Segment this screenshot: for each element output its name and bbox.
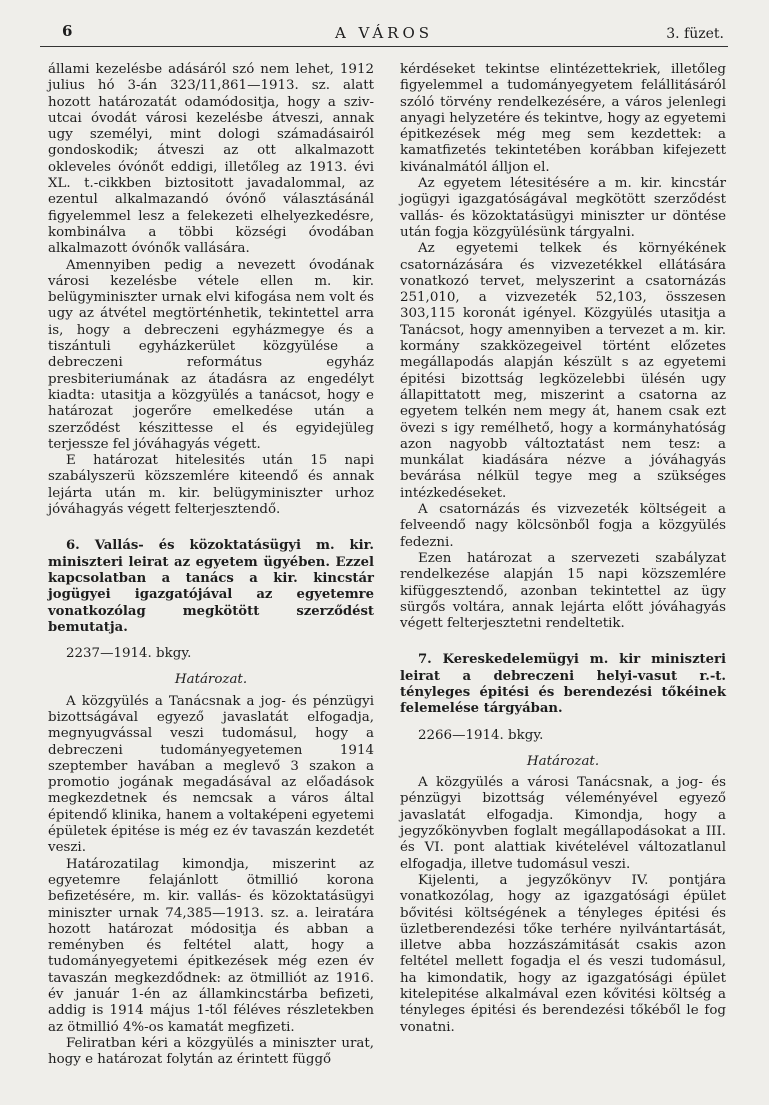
paragraph: A csatornázás és vizvezeték költségeit a felveendő nagy kölcsönből fogja a közgyülés fedezni. <box>400 502 726 550</box>
resolution-heading: Határozat. <box>526 753 600 769</box>
paragraph: Az egyetemi telkek és környékének csatornázására és vizvezetékkel ellátására vonatkozó tervet, melyszerint a csatornázás 251,010, a vizvezeték 52,103, összesen 303,115 koronát igényel. Közgyülés utasitja a Tanácsot, hogy amennyiben a tervezet a m. kir. kormány szakközegeivel történt előzetes megállapodás alapján készült s az egyetemi épitési bizottság legközelebbi ülésén ugy állapittatott meg, miszerint a csatorna az egyetem telkén nem megy át, hanem csak ezt övezi s igy remélhető, hogy a kormányhatóság azon nagyobb változtatást nem tesz: a munkálat kiadására nézve a jóváhagyás bevárása nélkül tegye meg a szükséges intézkedéseket. <box>400 241 726 501</box>
paragraph: Az egyetem létesitésére a m. kir. kincstár jogügyi igazgatóságával megkötött szerződést vallás- és közoktatásügyi miniszter ur döntése után fogja közgyülésünk tárgyalni. <box>400 176 726 240</box>
section-heading: 6. Vallás- és közoktatásügyi m. kir. miniszteri leirat az egyetem ügyében. Ezzel kapcsolatban a tanács a kir. kincstár jogügyei igazgatójával az egyetemre vonatkozólag megkötött szerződést bemutatja. <box>48 538 374 635</box>
reference-number: 2237—1914. bkgy. <box>66 646 192 662</box>
journal-title: A VÁROS <box>334 24 434 42</box>
resolution-heading: Határozat. <box>174 672 248 688</box>
paragraph: Határozatilag kimondja, miszerint az egyetemre felajánlott ötmillió korona befizetésére, m. kir. vallás- és közoktatásügyi miniszter urnak 74,385—1913. sz. a. leiratára hozott határozat módositja és abban a reményben és feltétel alatt, hogy a tudományegyetemi épitkezések még ezen év tavaszán megkezdődnek: az ötmilliót az 1916. év január 1-én az államkincstárba befizeti, addig is 1914 május 1-től féléves részletekben az ötmillió 4%-os kamatát megfizeti. <box>48 856 374 1035</box>
issue-number: 3. füzet. <box>666 26 724 42</box>
paragraph: Ezen határozat a szervezeti szabályzat rendelkezése alapján 15 napi közszemlére kifüggesztendő, azonban tekintettel az ügy sürgős voltára, annak lejárta előtt jóváhagyás végett felterjesztetni rendeltetik. <box>400 550 726 632</box>
paragraph: Feliratban kéri a közgyülés a miniszter urat, hogy e határozat folytán az érintett függő <box>48 1035 374 1068</box>
paragraph: állami kezelésbe adásáról szó nem lehet, 1912 julius hó 3-án 323/11,861—1913. sz. alatt hozott határozatát odamódositja, hogy a sziv-utcai óvodát városi kezelésbe átveszi, annak ugy személyi, mint dologi számadásairól gondoskodik; átveszi az ott alkalmazott okleveles óvónőt eddigi, illetőleg az 1913. évi XL. t.-cikkben biztositott javadalommal, az ezentul alkalmazandó óvónő választásánál figyelemmel lesz a felekezeti elhelyezkedésre, kombinálva a többi községi óvodában alkalmazott óvónők vallására. <box>48 62 374 257</box>
section-heading: 7. Kereskedelemügyi m. kir miniszteri leirat a debreczeni helyi-vasut r.-t. tényleges épitési és berendezési tőkéinek felemelése tárgyában. <box>400 652 726 717</box>
left-column <box>48 62 374 1069</box>
reference-number: 2266—1914. bkgy. <box>418 727 544 743</box>
paragraph: E határozat hitelesités után 15 napi szabályszerü közszemlére kiteendő és annak lejárta után m. kir. belügyminiszter urhoz jóváhagyás végett felterjesztendő. <box>48 453 374 518</box>
paragraph: Kijelenti, a jegyzőkönyv IV. pontjára vonatkozólag, hogy az igazgatósági épület bővitési költségének a tényleges épitési és üzletberendezési tőke terhére nyilvántartását, illetve abba hozzászámitását csakis azon feltétel mellett fogadja el és veszi tudomásul, ha kimondatik, hogy az igazgatósági épület kitelepitése alkalmával ezen kővitési költség a tényleges épitési és berendezési tőkéből le fog vonatni. <box>400 872 726 1035</box>
right-column <box>400 62 726 1036</box>
paragraph: Amennyiben pedig a nevezett óvodának városi kezelésbe vétele ellen m. kir. belügyminiszter urnak elvi kifogása nem volt és ugy az átvétel megtörténhetik, tekintettel arra is, hogy a debreczeni egyházmegye és a tiszántuli egyházkerület közgyülése a debreczeni református egyház presbiteriumának az átadásra az engedélyt kiadta: utasitja a közgyülés a tanácsot, hogy e határozat jogerőre emelkedése után a szerződést készittesse el és egyidejüleg terjessze fel jóváhagyás végett. <box>48 257 374 452</box>
page-header <box>40 20 728 47</box>
paragraph: kérdéseket tekintse elintézettekriek, illetőleg figyelemmel a tudományegyetem felállitásáról szóló törvény rendelkezésére, a város jelenlegi anyagi helyzetére és tekintve, hogy az egyetemi épitkezések még meg sem kezdettek: a kamatfizetés tekintetében korábban kifejezett kivánalmától álljon el. <box>400 62 726 175</box>
paragraph: A közgyülés a Tanácsnak a jog- és pénzügyi bizottságával egyező javaslatát elfogadja, megnyugvással veszi tudomásul, hogy a debreczeni tudományegyetemen 1914 szeptember havában a meglevő 3 szakon a promotio jogának megadásával az előadások megkezdetnek és nemcsak a város által épitendő klinika, hanem a voltaképeni egyetemi épületek épitése is még ez év tavaszán kezdetét veszi. <box>48 693 374 856</box>
paragraph: A közgyülés a városi Tanácsnak, a jog- és pénzügyi bizottság véleményével egyező javaslatát elfogadja. Kimondja, hogy a jegyzőkönyvben foglalt megállapodásokat a III. és VI. pont alattiak kivételével változatlanul elfogadja, illetve tudomásul veszi. <box>400 775 726 872</box>
page-number: 6 <box>62 22 73 40</box>
